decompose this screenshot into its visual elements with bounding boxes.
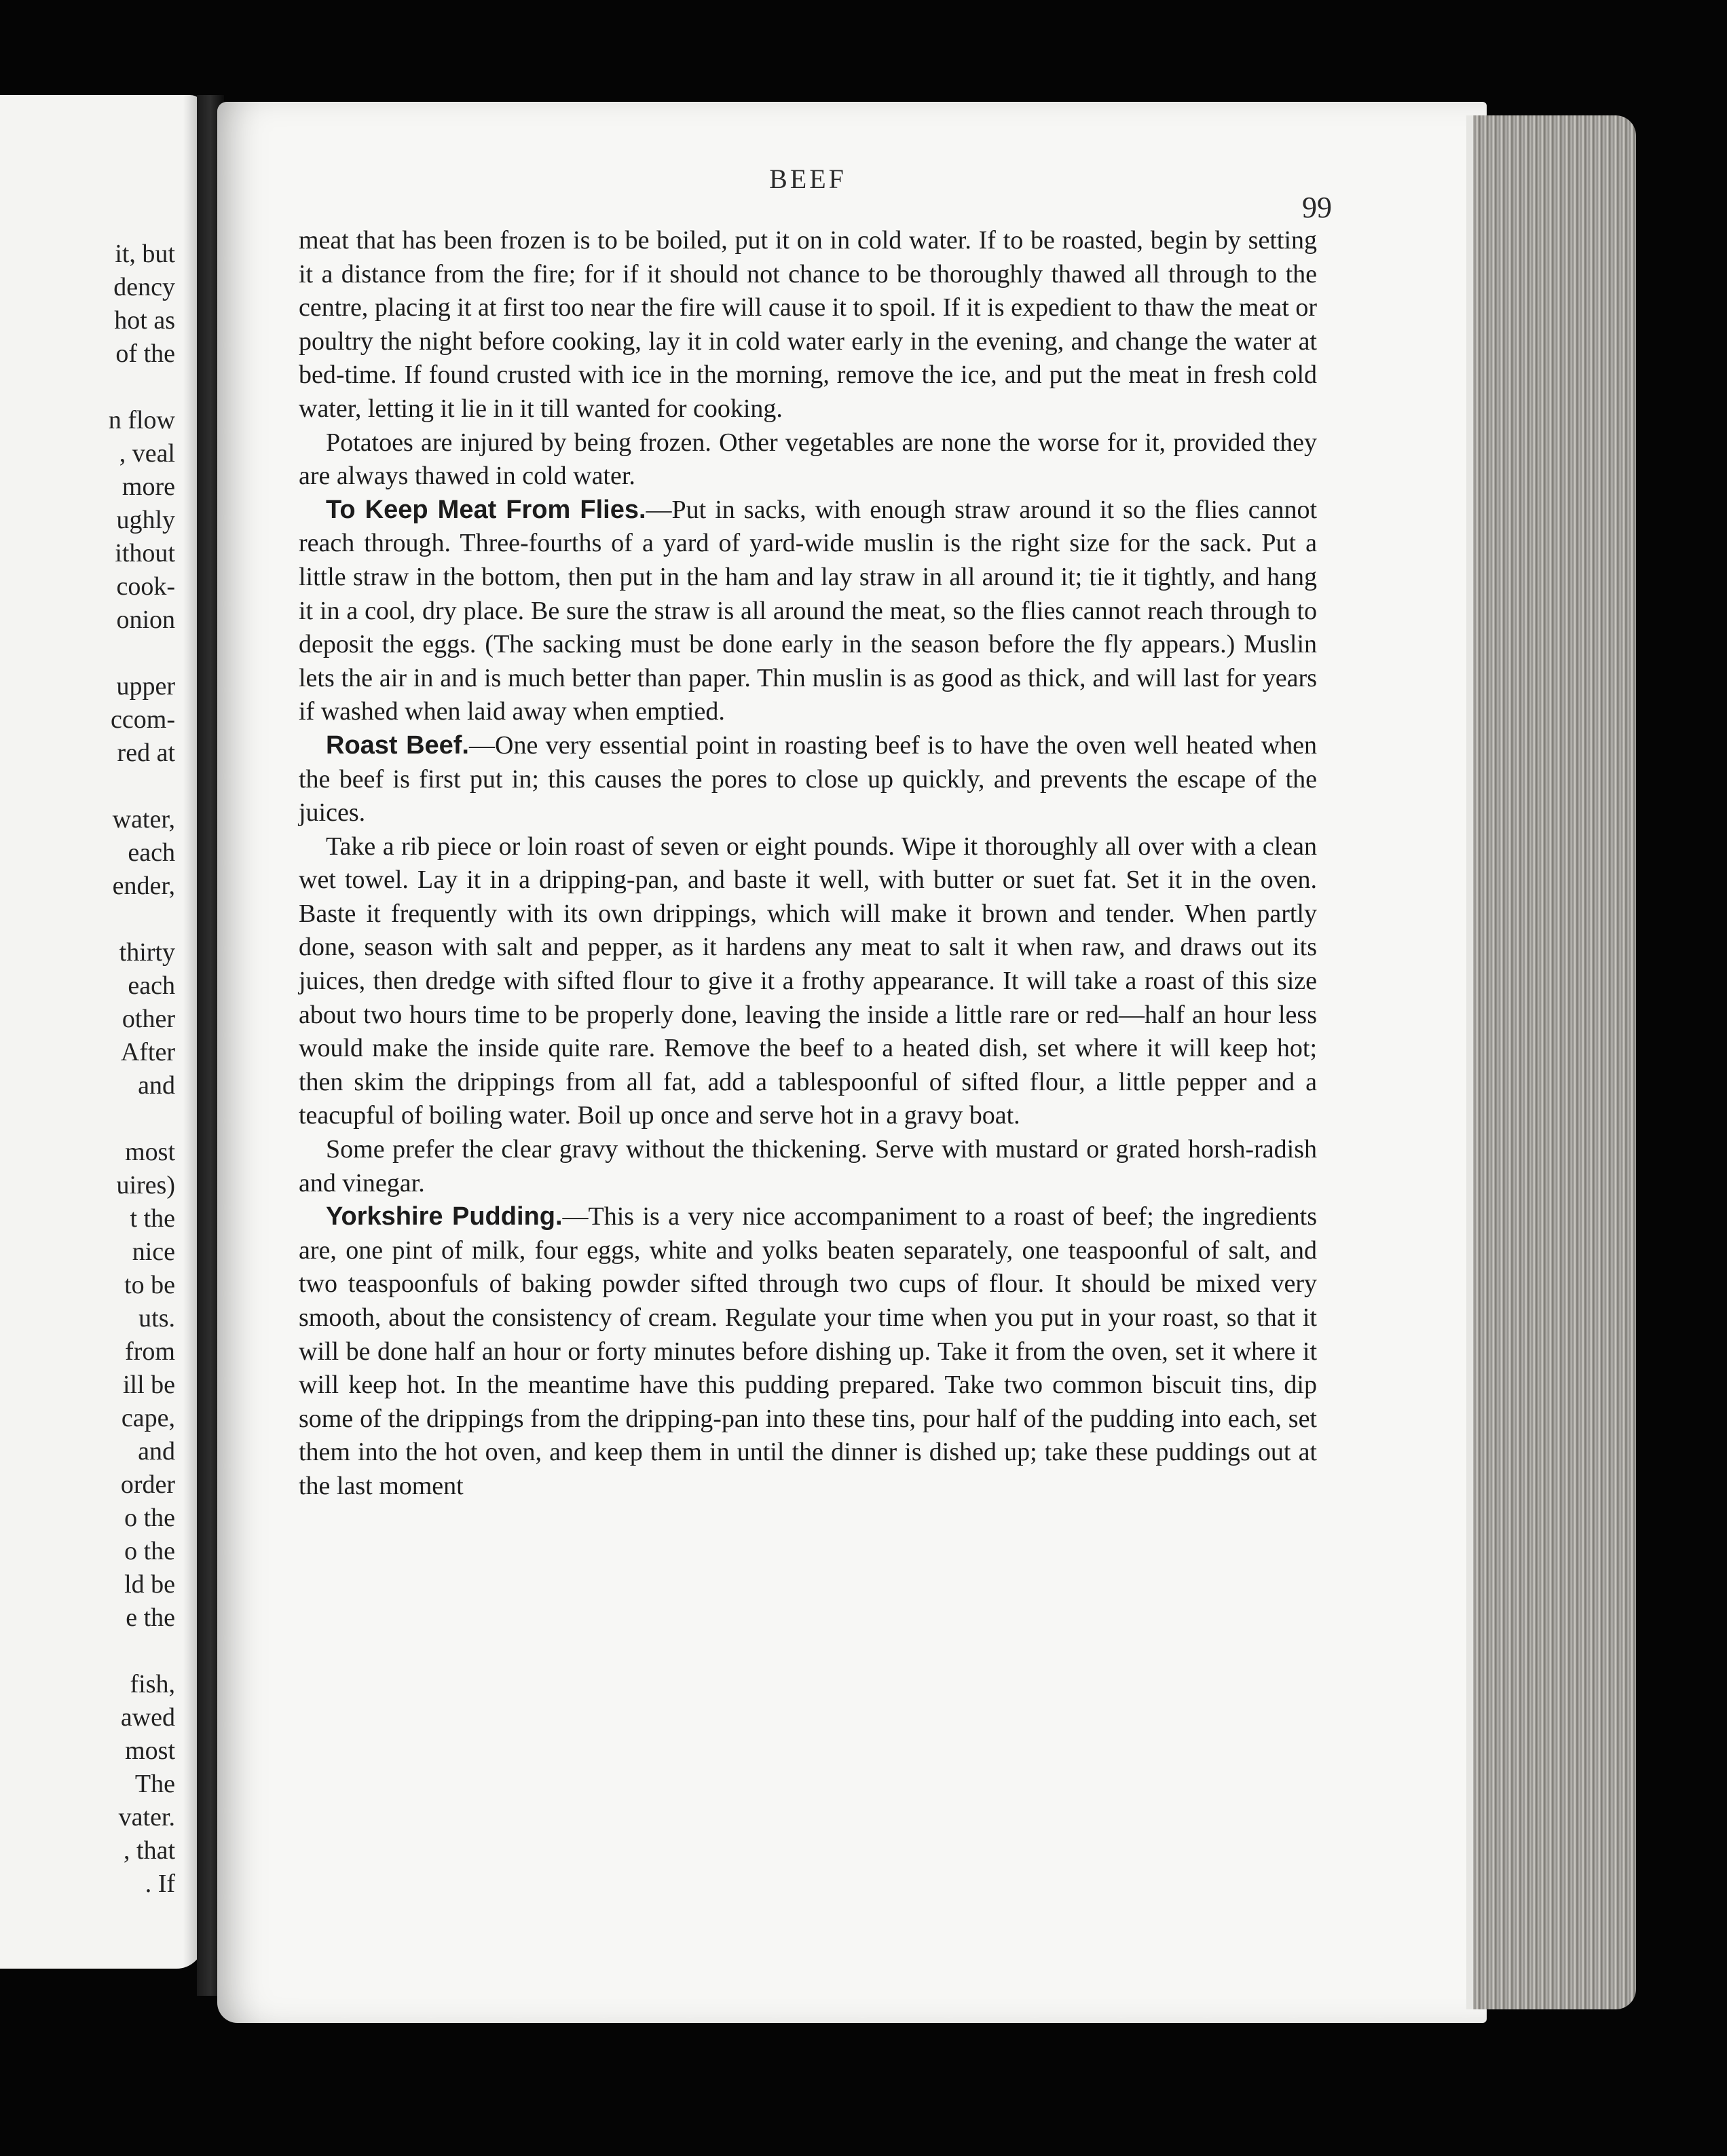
left-facing-page xyxy=(0,95,204,1969)
left-page-text xyxy=(109,238,175,1901)
left-page-line: ughly xyxy=(116,506,175,534)
left-page-line: and xyxy=(138,1437,175,1466)
left-page-line: fish, xyxy=(130,1670,175,1698)
left-page-line: other xyxy=(122,1005,175,1033)
left-page-line: o the xyxy=(124,1537,175,1565)
left-page-line: vater. xyxy=(118,1803,175,1832)
left-page-line: of the xyxy=(115,339,175,368)
left-page-line: nice xyxy=(132,1238,175,1266)
left-page-line: more xyxy=(122,472,175,501)
heading-yorkshire-pudding: Yorkshire Pudding. xyxy=(326,1202,563,1231)
running-head xyxy=(299,163,1332,224)
left-page-line: water, xyxy=(112,805,175,834)
left-page-line: ithout xyxy=(115,539,175,568)
heading-meat-from-flies: To Keep Meat From Flies. xyxy=(326,495,646,524)
left-page-line: it, but xyxy=(115,240,175,268)
left-page-line: ill be xyxy=(122,1371,175,1399)
left-page-gap xyxy=(109,371,175,404)
left-page-line: awed xyxy=(120,1703,175,1732)
left-page-line: , veal xyxy=(119,439,175,468)
section-roast-beef xyxy=(299,729,1317,830)
page-content xyxy=(299,163,1332,1504)
left-page-gap xyxy=(109,770,175,803)
left-page-line: The xyxy=(134,1770,175,1798)
left-page-gap xyxy=(109,903,175,936)
left-page-line: order xyxy=(120,1470,175,1499)
paragraph-frozen-meat: meat that has been frozen is to be boiled, put it on in cold water. If to be roasted, begin by setting it a distance from the fire; for if it should not chance to be thoroughly thawed all through to the centre, placing it at first too near the fire will cause it to spoil. If it is expedient to thaw the meat or poultry the night before cooking, lay it in cold water early in the evening, and change the water at bed-time. If found crusted with ice in the morning, remove the ice, and put the meat in fresh cold water, letting it lie in it till wanted for cooking. xyxy=(299,226,1317,423)
left-page-gap xyxy=(109,1102,175,1136)
body-text xyxy=(299,224,1317,1504)
left-page-line: thirty xyxy=(119,938,175,967)
paragraph-clear-gravy: Some prefer the clear gravy without the thickening. Serve with mustard or grated horsh-radish and vinegar. xyxy=(299,1135,1317,1197)
paragraph-roast-beef: —One very essential point in roasting beef is to have the oven well heated when the beef is first put in; this causes the pores to close up quickly, and prevents the escape of the juices. xyxy=(299,730,1317,828)
paragraph-rib-roast: Take a rib piece or loin roast of seven or eight pounds. Wipe it thoroughly all over with a clean wet towel. Lay it in a dripping-pan, and baste it well, with butter or suet fat. Set it in the oven. Baste it frequently with its own drippings, which will make it brown and tender. When partly done, season with salt and pepper, as it hardens any meat to salt it when raw, and draws out its juices, then dredge with sifted flour to give it a frothy appearance. It will take a roast of this size about two hours time to be properly done, leaving the inside a little rare or red—half an hour less would make the inside quite rare. Remove the beef to a heated dish, set where it will keep hot; then skim the drippings from all fat, add a tablespoonful of sifted flour, a little pepper and a teacupful of boiling water. Boil up once and serve hot in a gravy boat. xyxy=(299,832,1317,1130)
left-page-line: each xyxy=(128,971,175,1000)
left-page-line: cook- xyxy=(116,572,175,601)
left-page-line: and xyxy=(138,1071,175,1100)
left-page-line: . If xyxy=(145,1870,175,1898)
left-page-gap xyxy=(109,637,175,670)
left-page-line: n flow xyxy=(108,406,175,434)
left-page-line: , that xyxy=(124,1836,175,1865)
left-page-line: upper xyxy=(116,672,175,701)
left-page-line: from xyxy=(125,1337,175,1366)
section-yorkshire-pudding xyxy=(299,1200,1317,1503)
left-page-line: dency xyxy=(113,273,175,301)
left-page-line: ender, xyxy=(112,872,175,900)
left-page-line: cape, xyxy=(121,1404,175,1432)
page-block-edges xyxy=(1473,115,1636,2009)
page-number: 99 xyxy=(1302,191,1332,224)
left-page-line: uts. xyxy=(138,1304,175,1333)
paragraph-yorkshire-pudding: —This is a very nice accompaniment to a roast of beef; the ingredients are, one pint of milk, four eggs, white and yolks beaten separately, one teaspoonful of salt, and two teaspoonfuls of baking powder sifted through two cups of flour. It should be mixed very smooth, about the consistency of cream. Regulate your time when you put in your roast, so that it will be done half an hour or forty minutes before dishing up. Take it from the oven, set it where it will keep hot. In the meantime have this pudding prepared. Take two common biscuit tins, dip some of the drippings from the dripping-pan into these tins, pour half of the pudding into each, set them into the hot oven, and keep them in until the dinner is dished up; take these puddings out at the last moment xyxy=(299,1202,1317,1500)
paragraph-potatoes: Potatoes are injured by being frozen. Other vegetables are none the worse for it, provided they are always thawed in cold water. xyxy=(299,428,1317,491)
left-page-line: After xyxy=(120,1038,175,1066)
left-page-line: e the xyxy=(126,1603,175,1632)
left-page-line: uires) xyxy=(116,1171,175,1200)
left-page-line: o the xyxy=(124,1504,175,1532)
left-page-line: ld be xyxy=(124,1570,175,1599)
left-page-gap xyxy=(109,1635,175,1668)
left-page-line: most xyxy=(125,1736,175,1765)
left-page-line: onion xyxy=(116,606,175,634)
left-page-line: most xyxy=(125,1138,175,1166)
left-page-line: t the xyxy=(130,1204,175,1233)
left-page-line: each xyxy=(128,838,175,867)
left-page-line: red at xyxy=(117,739,175,767)
paragraph-meat-from-flies: —Put in sacks, with enough straw around it so the flies cannot reach through. Three-fourths of a yard of yard-wide muslin is the right size for the sack. Put a little straw in the bottom, then put in the ham and lay straw in all around it; tie it tightly, and hang it in a cool, dry place. Be sure the straw is all around the meat, so the flies cannot reach through to deposit the eggs. (The sacking must be done early in the season before the fly appears.) Muslin lets the air in and is much better than paper. Thin muslin is as good as thick, and will last for years if washed when laid away when emptied. xyxy=(299,495,1317,726)
heading-roast-beef: Roast Beef. xyxy=(326,730,469,760)
running-title: BEEF xyxy=(769,164,847,194)
left-page-line: to be xyxy=(124,1271,175,1299)
section-meat-from-flies xyxy=(299,494,1317,729)
left-page-line: hot as xyxy=(114,306,175,335)
left-page-line: ccom- xyxy=(111,705,175,734)
